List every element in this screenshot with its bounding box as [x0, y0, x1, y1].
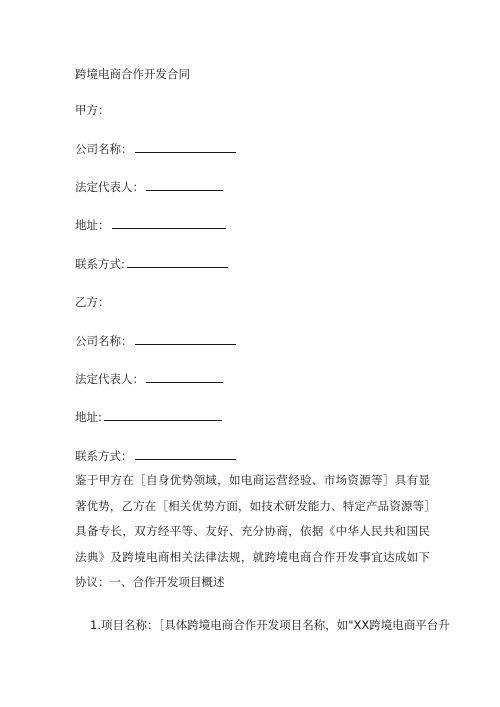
party-a-heading: 甲方： — [75, 103, 110, 117]
party-b-company-blank — [135, 333, 236, 345]
party-b-contact-row — [75, 448, 236, 464]
party-a-rep-row — [75, 179, 223, 195]
party-b-company-row — [75, 333, 236, 349]
party-a-contact-label: 联系方式: — [75, 257, 125, 271]
party-a-address-row — [75, 217, 226, 233]
party-a-rep-blank — [146, 179, 223, 191]
item-1-project-name: 1.项目名称：［具体跨境电商合作开发项目名称，如"XX跨境电商平台升 — [90, 618, 450, 632]
party-a-address-label: 地址： — [75, 218, 110, 232]
contract-title: 跨境电商合作开发合同 — [75, 67, 190, 81]
preamble-paragraph: 鉴于甲方在［自身优势领域，如电商运营经验、市场资源等］具有显著优势，乙方在［相关优势方面，如技术研发能力、特定产品资源等］具备专长，双方经平等、友好、充分协商，依据《中华人民共和国民法典》及跨境电商相关法律法规，就跨境电商合作开发事宜达成如下协议：一、合作开发项目概述 — [75, 473, 430, 589]
party-a-rep-label: 法定代表人： — [75, 180, 144, 194]
party-b-contact-blank — [135, 448, 236, 460]
party-b-address-blank — [104, 409, 222, 421]
party-b-heading: 乙方： — [75, 295, 110, 309]
party-b-company-label: 公司名称： — [75, 334, 133, 348]
party-b-rep-row — [75, 371, 223, 387]
party-b-contact-label: 联系方式： — [75, 449, 133, 463]
party-a-company-blank — [135, 141, 236, 153]
party-a-address-blank — [112, 217, 226, 229]
party-b-address-row — [75, 409, 222, 425]
party-a-contact-row — [75, 256, 228, 272]
party-a-company-label: 公司名称： — [75, 142, 133, 156]
party-a-contact-blank — [127, 256, 228, 268]
party-b-rep-label: 法定代表人： — [75, 372, 144, 386]
party-b-rep-blank — [146, 371, 223, 383]
party-b-address-label: 地址: — [75, 410, 102, 424]
party-a-company-row — [75, 141, 236, 157]
